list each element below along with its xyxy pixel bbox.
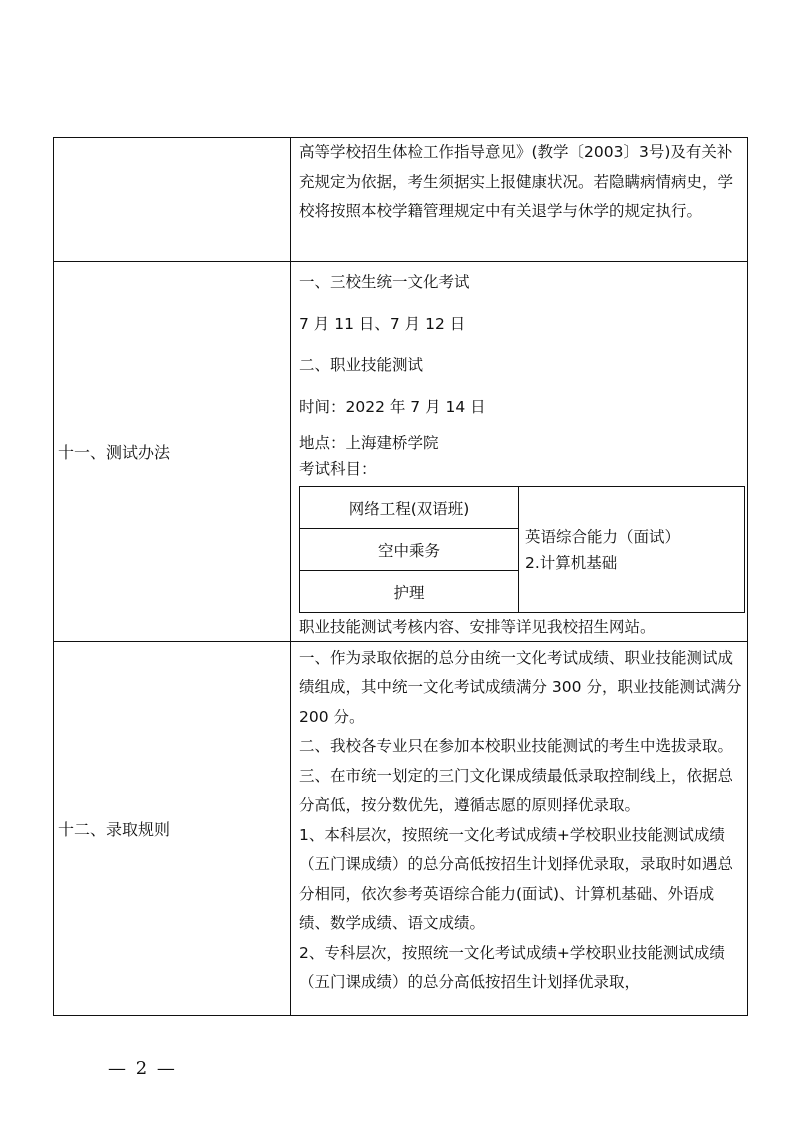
health-check-label [54, 138, 291, 262]
admission-rule-junior-college: 2、专科层次，按照统一文化考试成绩+学校职业技能测试成绩（五门课成绩）的总分高低按招生计划择优录取， [299, 943, 725, 991]
page-number: — 2 — [108, 1058, 177, 1079]
subject-nursing: 护理 [300, 571, 519, 613]
subject-flight-attendant: 空中乘务 [300, 529, 519, 571]
admission-rules-row [54, 641, 748, 1015]
health-check-row [54, 138, 748, 262]
admission-info-table [53, 137, 748, 1016]
admission-rule-1: 一、作为录取依据的总分由统一文化考试成绩、职业技能测试成绩组成，其中统一文化考试成绩满分 300 分，职业技能测试满分 200 分。 [299, 648, 742, 726]
unified-exam-heading: 一、三校生统一文化考试 [299, 273, 470, 291]
test-method-content [291, 262, 748, 642]
subject-description [519, 487, 745, 613]
test-method-label: 十一、测试办法 [54, 262, 291, 642]
health-check-text: 高等学校招生体检工作指导意见》(教学〔2003〕3号)及有关补充规定为依据，考生须据实上报健康状况。若隐瞒病情病史，学校将按照本校学籍管理规定中有关退学与休学的规定执行。 [299, 143, 734, 220]
unified-exam-dates: 7 月 11 日、7 月 12 日 [299, 314, 466, 333]
skill-test-time: 时间：2022 年 7 月 14 日 [299, 397, 486, 416]
skill-test-location: 地点：上海建桥学院 [299, 434, 439, 452]
test-method-row [54, 262, 748, 642]
admission-rule-2: 二、我校各专业只在参加本校职业技能测试的考生中选拔录取。 [299, 737, 734, 755]
exam-subjects-label: 考试科目： [299, 459, 377, 478]
subject-desc-computer: 2.计算机基础 [525, 553, 618, 572]
skill-test-note: 职业技能测试考核内容、安排等详见我校招生网站。 [299, 618, 656, 636]
skill-test-heading: 二、职业技能测试 [299, 356, 424, 374]
admission-rules-label: 十二、录取规则 [54, 641, 291, 1015]
subject-desc-english: 英语综合能力（面试） [525, 527, 681, 546]
subject-network-engineering: 网络工程(双语班) [300, 487, 519, 529]
admission-rule-undergrad: 1、本科层次，按照统一文化考试成绩+学校职业技能测试成绩（五门课成绩）的总分高低按招生计划择优录取，录取时如遇总分相同，依次参考英语综合能力(面试)、计算机基础、外语成绩、数学成绩、语文成绩。 [299, 825, 734, 932]
subject-row [300, 487, 745, 529]
admission-rule-3: 三、在市统一划定的三门文化课成绩最低录取控制线上，依据总分高低，按分数优先，遵循志愿的原则择优录取。 [299, 766, 734, 814]
health-check-content [291, 138, 748, 262]
admission-rules-content [291, 641, 748, 1015]
exam-subjects-table [299, 486, 745, 613]
